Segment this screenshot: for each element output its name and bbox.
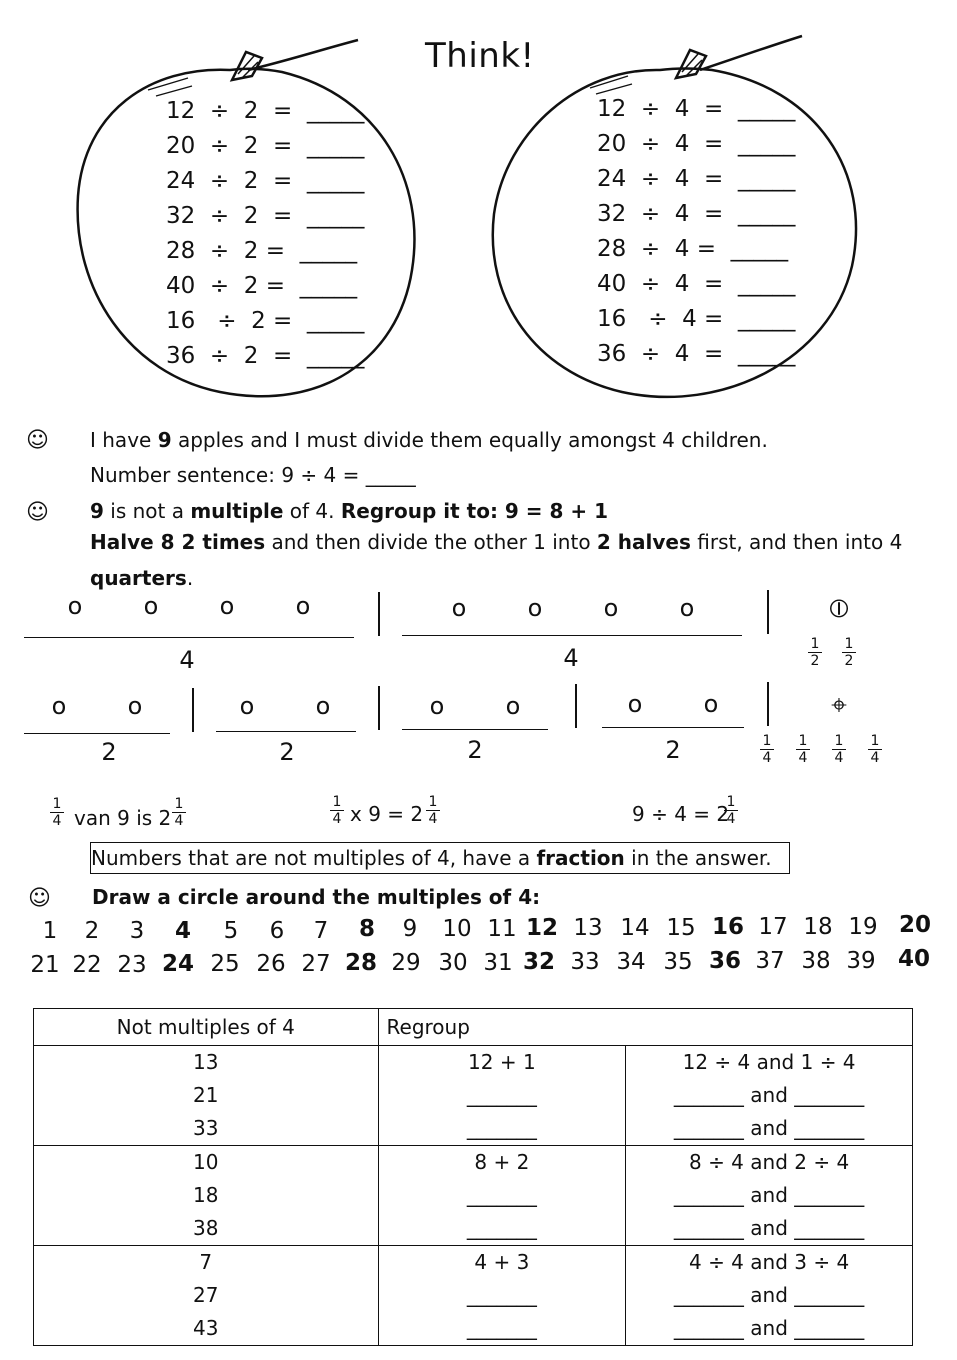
equation: 28 ÷ 2 = _____ xyxy=(166,238,358,264)
group-label: 2 xyxy=(101,738,117,766)
number-item[interactable]: 2 xyxy=(84,918,100,944)
number-item[interactable]: 38 xyxy=(801,948,831,974)
group-label: 2 xyxy=(467,736,483,764)
divide-blank[interactable]: _______ and _______ xyxy=(673,1283,865,1307)
group-line xyxy=(402,729,548,730)
fraction-notice: Numbers that are not multiples of 4, have a fraction in the answer. xyxy=(90,842,790,874)
divide-cell xyxy=(626,1046,913,1146)
table-number: 43 xyxy=(193,1316,219,1340)
number-item[interactable]: 19 xyxy=(848,914,878,940)
equation: 36 ÷ 2 = _____ xyxy=(166,343,365,369)
divide-blank[interactable]: _______ and _______ xyxy=(673,1316,865,1340)
group-line xyxy=(24,733,170,734)
result-divide: 9 ÷ 4 = 2 xyxy=(632,802,730,826)
regroup-table xyxy=(33,1008,913,1346)
table-number: 7 xyxy=(199,1250,213,1274)
equation: 16 ÷ 2 = _____ xyxy=(166,308,365,334)
apple-circle: o xyxy=(429,692,445,720)
group-label: 4 xyxy=(179,646,195,674)
regroup-blank[interactable]: _______ xyxy=(466,1116,537,1140)
number-item[interactable]: 8 xyxy=(358,916,375,942)
table-number: 13 xyxy=(193,1050,219,1074)
regroup-text: 9 is not a multiple of 4. Regroup it to: 9 = 8 + 1 xyxy=(90,499,609,523)
number-item[interactable]: 33 xyxy=(570,949,600,975)
fraction-quarter: 1 4 xyxy=(426,794,440,827)
equation: 36 ÷ 4 = _____ xyxy=(597,341,796,367)
number-item[interactable]: 36 xyxy=(708,948,741,974)
numbers-cell xyxy=(34,1146,379,1246)
number-item[interactable]: 31 xyxy=(483,950,513,976)
equation: 20 ÷ 4 = _____ xyxy=(597,131,796,157)
group-label: 2 xyxy=(279,738,295,766)
divide-value: 4 ÷ 4 and 3 ÷ 4 xyxy=(688,1250,850,1274)
smiley-icon: ☺ xyxy=(28,886,51,911)
number-item[interactable]: 32 xyxy=(522,949,555,975)
draw-instruction: Draw a circle around the multiples of 4: xyxy=(92,885,541,909)
table-number: 18 xyxy=(193,1183,219,1207)
fraction-quarter: 1 4 xyxy=(724,794,738,827)
number-item[interactable]: 39 xyxy=(846,948,876,974)
fraction-quarter: 1 4 xyxy=(832,733,846,766)
equation: 24 ÷ 2 = _____ xyxy=(166,168,365,194)
divide-cell xyxy=(626,1146,913,1246)
number-item[interactable]: 35 xyxy=(663,949,693,975)
equation: 32 ÷ 2 = _____ xyxy=(166,203,365,229)
fraction-half: 1 2 xyxy=(808,636,822,669)
apple-circle: o xyxy=(505,692,521,720)
number-item[interactable]: 6 xyxy=(269,918,285,944)
number-item[interactable]: 40 xyxy=(897,946,930,972)
fraction-quarter: 1 4 xyxy=(760,733,774,766)
number-item[interactable]: 28 xyxy=(344,950,377,976)
apple-circle: o xyxy=(603,594,619,622)
result-times: x 9 = 2 xyxy=(350,802,424,826)
equation: 28 ÷ 4 = _____ xyxy=(597,236,789,262)
numbers-cell xyxy=(34,1246,379,1346)
apple-circle: o xyxy=(527,594,543,622)
regroup-value: 8 + 2 xyxy=(474,1150,530,1174)
number-item[interactable]: 27 xyxy=(301,951,331,977)
table-number: 21 xyxy=(193,1083,219,1107)
result-van: van 9 is 2 xyxy=(74,806,172,830)
regroup-blank[interactable]: _______ xyxy=(466,1083,537,1107)
number-item[interactable]: 21 xyxy=(30,952,60,978)
apple-circle: o xyxy=(239,692,255,720)
table-number: 38 xyxy=(193,1216,219,1240)
equation: 40 ÷ 2 = _____ xyxy=(166,273,358,299)
apple-circle: o xyxy=(51,692,67,720)
page-title: Think! xyxy=(425,36,535,76)
regroup-cell xyxy=(378,1046,626,1146)
divide-blank[interactable]: _______ and _______ xyxy=(673,1216,865,1240)
apple-circle: o xyxy=(703,690,719,718)
smiley-icon: ☺ xyxy=(26,500,49,525)
divide-blank[interactable]: _______ and _______ xyxy=(673,1083,865,1107)
apple-circle: o xyxy=(627,690,643,718)
table-row xyxy=(34,1246,913,1346)
numbers-cell xyxy=(34,1046,379,1146)
number-item[interactable]: 24 xyxy=(161,951,194,977)
divider xyxy=(767,682,769,726)
fraction-quarter: 1 4 xyxy=(796,733,810,766)
group-line xyxy=(24,637,354,638)
number-item[interactable]: 14 xyxy=(620,915,650,941)
halved-circle-icon: ⦶ xyxy=(829,594,849,624)
equation: 32 ÷ 4 = _____ xyxy=(597,201,796,227)
table-number: 33 xyxy=(193,1116,219,1140)
group-label: 2 xyxy=(665,736,681,764)
divider xyxy=(378,686,380,730)
table-number: 27 xyxy=(193,1283,219,1307)
number-item[interactable]: 25 xyxy=(210,951,240,977)
divider xyxy=(192,688,194,732)
number-item[interactable]: 5 xyxy=(223,918,239,944)
equation: 24 ÷ 4 = _____ xyxy=(597,166,796,192)
header-regroup: Regroup xyxy=(378,1009,912,1046)
table-row xyxy=(34,1146,913,1246)
number-item[interactable]: 18 xyxy=(803,914,833,940)
apple-circle: o xyxy=(295,592,311,620)
number-sentence: Number sentence: 9 ÷ 4 = _____ xyxy=(90,463,416,487)
equation: 12 ÷ 4 = _____ xyxy=(597,96,796,122)
number-item[interactable]: 30 xyxy=(438,950,468,976)
divider xyxy=(767,590,769,634)
number-item[interactable]: 4 xyxy=(174,918,191,944)
number-item[interactable]: 1 xyxy=(42,918,58,944)
fraction-half: 1 2 xyxy=(842,636,856,669)
header-not-multiples: Not multiples of 4 xyxy=(34,1009,379,1046)
group-label: 4 xyxy=(563,644,579,672)
fraction-quarter: 1 4 xyxy=(330,794,344,827)
regroup-blank[interactable]: _______ xyxy=(466,1216,537,1240)
number-item[interactable]: 13 xyxy=(573,915,603,941)
regroup-value: 4 + 3 xyxy=(474,1250,530,1274)
apple-circle: o xyxy=(67,592,83,620)
apple-circle: o xyxy=(219,592,235,620)
number-item[interactable]: 17 xyxy=(758,914,788,940)
fraction-quarter: 1 4 xyxy=(172,796,186,829)
divider xyxy=(575,684,577,728)
smiley-icon: ☺ xyxy=(26,428,49,453)
apple-circle: o xyxy=(143,592,159,620)
number-item[interactable]: 11 xyxy=(487,916,517,942)
number-item[interactable]: 20 xyxy=(898,912,931,938)
divider xyxy=(378,592,380,636)
number-item[interactable]: 10 xyxy=(442,916,472,942)
group-line xyxy=(602,727,744,728)
apple-circle: o xyxy=(315,692,331,720)
number-item[interactable]: 23 xyxy=(117,952,147,978)
regroup-cell xyxy=(378,1146,626,1246)
equation: 16 ÷ 4 = _____ xyxy=(597,306,796,332)
equation: 40 ÷ 4 = _____ xyxy=(597,271,796,297)
quartered-circle-icon: ⌖ xyxy=(831,688,847,721)
group-line xyxy=(402,635,742,636)
table-row xyxy=(34,1046,913,1146)
number-item[interactable]: 34 xyxy=(616,949,646,975)
table-number: 10 xyxy=(193,1150,219,1174)
number-item[interactable]: 9 xyxy=(402,916,418,942)
apple-circle: o xyxy=(679,594,695,622)
table-header-row xyxy=(34,1009,913,1046)
quarters-text: quarters. xyxy=(90,566,194,590)
number-item[interactable]: 22 xyxy=(72,952,102,978)
halve-text: Halve 8 2 times and then divide the other 1 into 2 halves first, and then into 4 xyxy=(90,530,903,554)
apple-circle: o xyxy=(127,692,143,720)
number-item[interactable]: 37 xyxy=(755,948,785,974)
divide-blank[interactable]: _______ and _______ xyxy=(673,1116,865,1140)
regroup-cell xyxy=(378,1246,626,1346)
number-item[interactable]: 29 xyxy=(391,950,421,976)
equation: 20 ÷ 2 = _____ xyxy=(166,133,365,159)
fraction-quarter: 1 4 xyxy=(50,796,64,829)
problem-text: I have 9 apples and I must divide them equally amongst 4 children. xyxy=(90,428,768,452)
regroup-blank[interactable]: _______ xyxy=(466,1283,537,1307)
group-line xyxy=(216,731,356,732)
divide-blank[interactable]: _______ and _______ xyxy=(673,1183,865,1207)
number-item[interactable]: 15 xyxy=(666,915,696,941)
apple-circle: o xyxy=(451,594,467,622)
divide-value: 8 ÷ 4 and 2 ÷ 4 xyxy=(688,1150,850,1174)
divide-value: 12 ÷ 4 and 1 ÷ 4 xyxy=(682,1050,856,1074)
number-item[interactable]: 3 xyxy=(129,918,145,944)
number-item[interactable]: 16 xyxy=(711,914,744,940)
regroup-blank[interactable]: _______ xyxy=(466,1183,537,1207)
fraction-quarter: 1 4 xyxy=(868,733,882,766)
regroup-value: 12 + 1 xyxy=(468,1050,536,1074)
regroup-blank[interactable]: _______ xyxy=(466,1316,537,1340)
number-item[interactable]: 26 xyxy=(256,951,286,977)
divide-cell xyxy=(626,1246,913,1346)
apple-icon-right xyxy=(0,0,957,420)
equation: 12 ÷ 2 = _____ xyxy=(166,98,365,124)
number-item[interactable]: 12 xyxy=(525,915,558,941)
number-item[interactable]: 7 xyxy=(313,918,329,944)
